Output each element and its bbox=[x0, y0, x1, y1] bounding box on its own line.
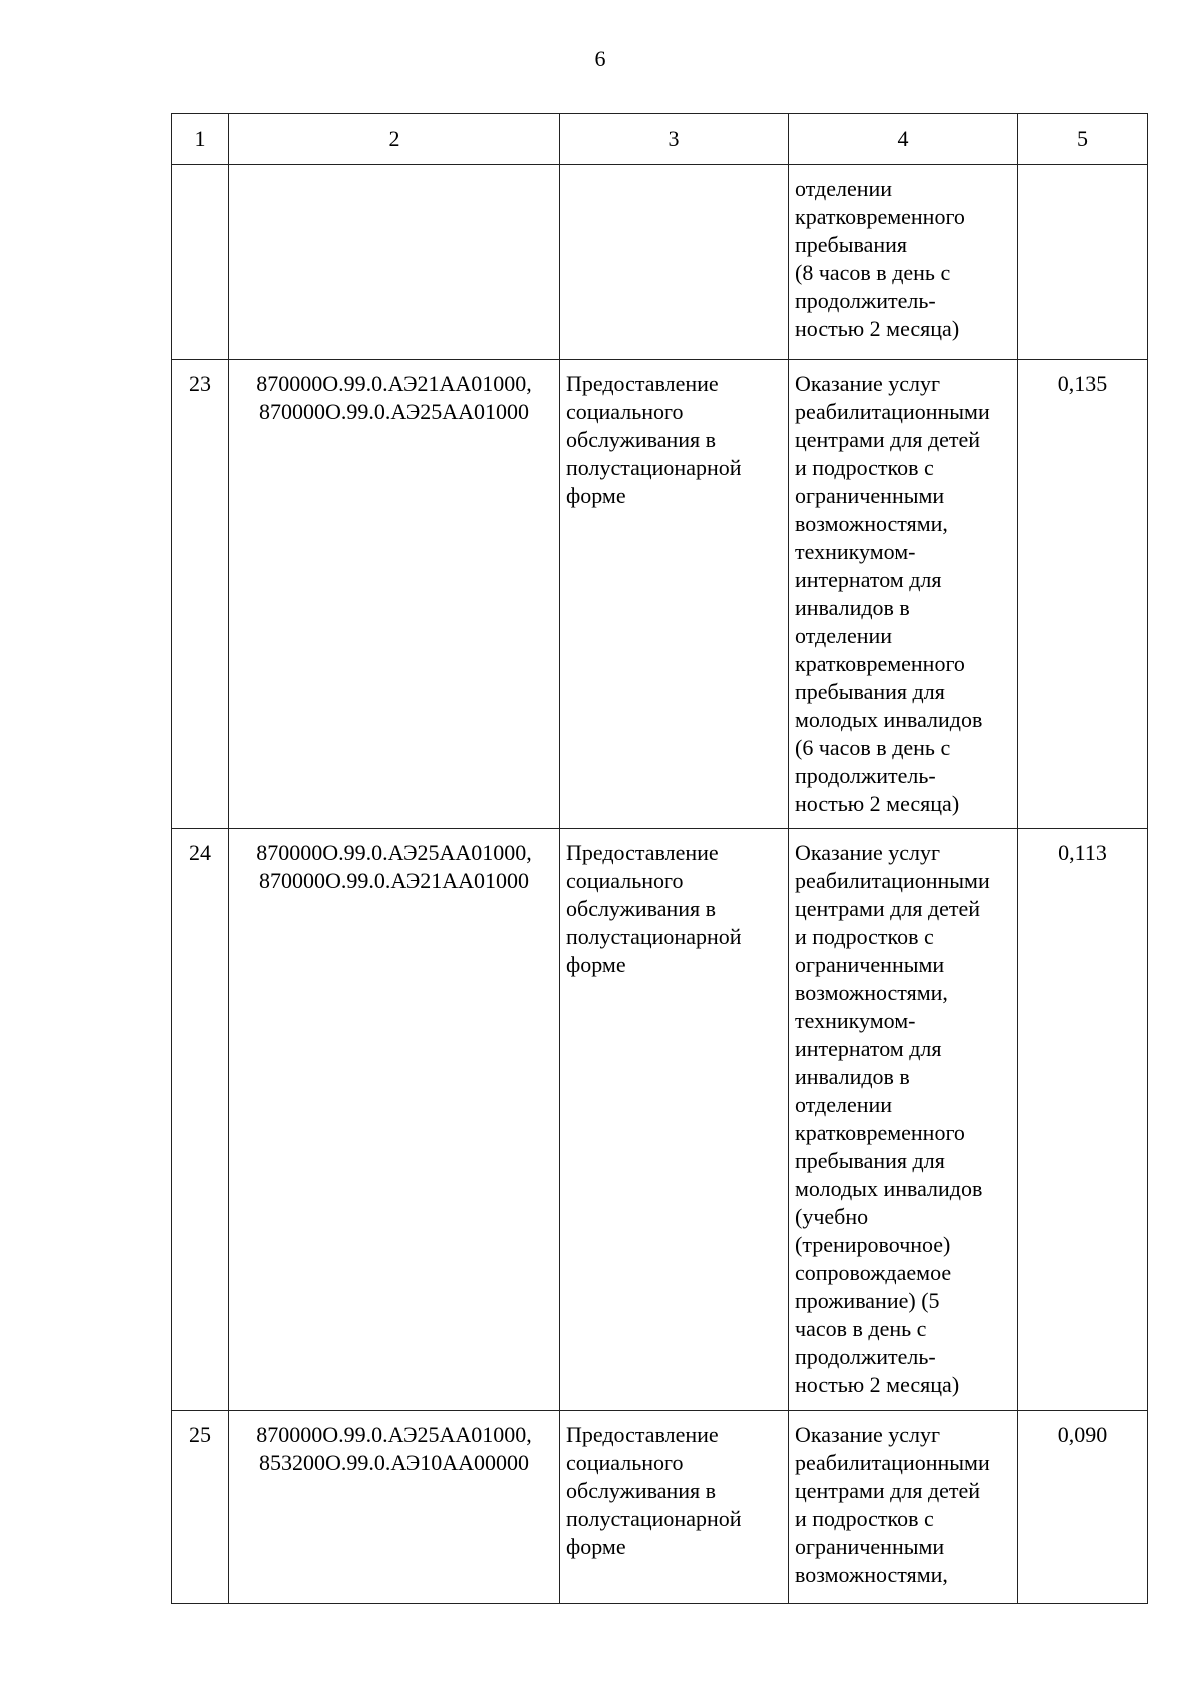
description-line: отделении bbox=[795, 1092, 893, 1117]
codes-cell bbox=[229, 1411, 560, 1604]
description-line: (8 часов в день с bbox=[795, 260, 951, 285]
table-row-continuation bbox=[172, 165, 1148, 360]
description-line: проживание) (5 bbox=[795, 1288, 940, 1313]
tariff-table bbox=[171, 113, 1148, 1604]
service-line: Предоставление bbox=[566, 840, 719, 865]
description-line: продолжитель- bbox=[795, 288, 936, 313]
description-line: кратковременного bbox=[795, 1120, 965, 1145]
description-line: инвалидов в bbox=[795, 1064, 910, 1089]
description-line: пребывания для bbox=[795, 679, 945, 704]
description-cell bbox=[789, 165, 1018, 360]
description-line: продолжитель- bbox=[795, 1344, 936, 1369]
description-line: отделении bbox=[795, 176, 893, 201]
description-line: (учебно bbox=[795, 1204, 869, 1229]
description-line: ограниченными bbox=[795, 483, 945, 508]
table-body bbox=[172, 165, 1148, 1604]
description-line: молодых инвалидов bbox=[795, 1176, 983, 1201]
description-line: и подростков с bbox=[795, 455, 934, 480]
table-row-24 bbox=[172, 829, 1148, 1411]
description-line: продолжитель- bbox=[795, 763, 936, 788]
description-line: ограниченными bbox=[795, 952, 945, 977]
table-row-23 bbox=[172, 360, 1148, 829]
description-line: кратковременного bbox=[795, 651, 965, 676]
description-line: часов в день с bbox=[795, 1316, 927, 1341]
code-line: 870000О.99.0.АЭ25АА01000, bbox=[256, 1422, 532, 1447]
service-line: обслуживания в bbox=[566, 427, 717, 452]
service-line: форме bbox=[566, 483, 626, 508]
description-line: молодых инвалидов bbox=[795, 707, 983, 732]
service-line: обслуживания в bbox=[566, 1478, 717, 1503]
description-line: пребывания bbox=[795, 232, 908, 257]
service-cell bbox=[560, 360, 789, 829]
description-line: (6 часов в день с bbox=[795, 735, 951, 760]
description-line: техникумом- bbox=[795, 539, 916, 564]
service-line: социального bbox=[566, 399, 684, 424]
value-cell: 0,113 bbox=[1018, 829, 1148, 1411]
description-cell bbox=[789, 1411, 1018, 1604]
code-line: 870000О.99.0.АЭ21АА01000 bbox=[258, 868, 530, 893]
header-cell-1: 1 bbox=[172, 114, 229, 165]
page-number: 6 bbox=[594, 46, 606, 71]
description-line: возможностями, bbox=[795, 1562, 948, 1587]
description-line: ностью 2 месяца) bbox=[795, 791, 960, 816]
table-header bbox=[172, 114, 1148, 165]
value-cell: 0,090 bbox=[1018, 1411, 1148, 1604]
codes-cell bbox=[229, 360, 560, 829]
header-cell-4: 4 bbox=[789, 114, 1018, 165]
description-line: возможностями, bbox=[795, 980, 948, 1005]
service-line: полустационарной bbox=[566, 1506, 742, 1531]
description-line: возможностями, bbox=[795, 511, 948, 536]
service-line: форме bbox=[566, 1534, 626, 1559]
service-line: форме bbox=[566, 952, 626, 977]
service-cell bbox=[560, 165, 789, 360]
table-row-25 bbox=[172, 1411, 1148, 1604]
description-line: интернатом для bbox=[795, 1036, 942, 1061]
row-number-cell: 25 bbox=[172, 1411, 229, 1604]
header-cell-2: 2 bbox=[229, 114, 560, 165]
service-cell bbox=[560, 1411, 789, 1604]
value-cell bbox=[1018, 165, 1148, 360]
service-cell bbox=[560, 829, 789, 1411]
header-cell-5: 5 bbox=[1018, 114, 1148, 165]
code-line: 870000О.99.0.АЭ25АА01000 bbox=[258, 399, 530, 424]
description-line: ностью 2 месяца) bbox=[795, 316, 960, 341]
description-line: центрами для детей bbox=[795, 896, 981, 921]
description-line: реабилитационными bbox=[795, 868, 990, 893]
description-cell bbox=[789, 360, 1018, 829]
service-line: Предоставление bbox=[566, 1422, 719, 1447]
service-line: социального bbox=[566, 1450, 684, 1475]
description-line: сопровождаемое bbox=[795, 1260, 952, 1285]
value-cell: 0,135 bbox=[1018, 360, 1148, 829]
codes-cell bbox=[229, 829, 560, 1411]
service-line: полустационарной bbox=[566, 455, 742, 480]
service-line: Предоставление bbox=[566, 371, 719, 396]
code-line: 870000О.99.0.АЭ21АА01000, bbox=[256, 371, 532, 396]
codes-cell bbox=[229, 165, 560, 360]
description-line: (тренировочное) bbox=[795, 1232, 951, 1257]
header-row bbox=[172, 114, 1148, 165]
description-line: Оказание услуг bbox=[795, 840, 941, 865]
service-line: полустационарной bbox=[566, 924, 742, 949]
description-line: Оказание услуг bbox=[795, 1422, 941, 1447]
description-line: инвалидов в bbox=[795, 595, 910, 620]
description-line: Оказание услуг bbox=[795, 371, 941, 396]
description-line: центрами для детей bbox=[795, 427, 981, 452]
description-line: отделении bbox=[795, 623, 893, 648]
description-line: и подростков с bbox=[795, 924, 934, 949]
description-line: техникумом- bbox=[795, 1008, 916, 1033]
code-line: 853200О.99.0.АЭ10АА00000 bbox=[258, 1450, 530, 1475]
code-line: 870000О.99.0.АЭ25АА01000, bbox=[256, 840, 532, 865]
row-number-cell bbox=[172, 165, 229, 360]
description-cell bbox=[789, 829, 1018, 1411]
description-line: ограниченными bbox=[795, 1534, 945, 1559]
description-line: и подростков с bbox=[795, 1506, 934, 1531]
description-line: реабилитационными bbox=[795, 1450, 990, 1475]
description-line: реабилитационными bbox=[795, 399, 990, 424]
description-line: кратковременного bbox=[795, 204, 965, 229]
row-number-cell: 23 bbox=[172, 360, 229, 829]
service-line: социального bbox=[566, 868, 684, 893]
description-line: ностью 2 месяца) bbox=[795, 1372, 960, 1397]
description-line: пребывания для bbox=[795, 1148, 945, 1173]
description-line: центрами для детей bbox=[795, 1478, 981, 1503]
description-line: интернатом для bbox=[795, 567, 942, 592]
header-cell-3: 3 bbox=[560, 114, 789, 165]
row-number-cell: 24 bbox=[172, 829, 229, 1411]
service-line: обслуживания в bbox=[566, 896, 717, 921]
